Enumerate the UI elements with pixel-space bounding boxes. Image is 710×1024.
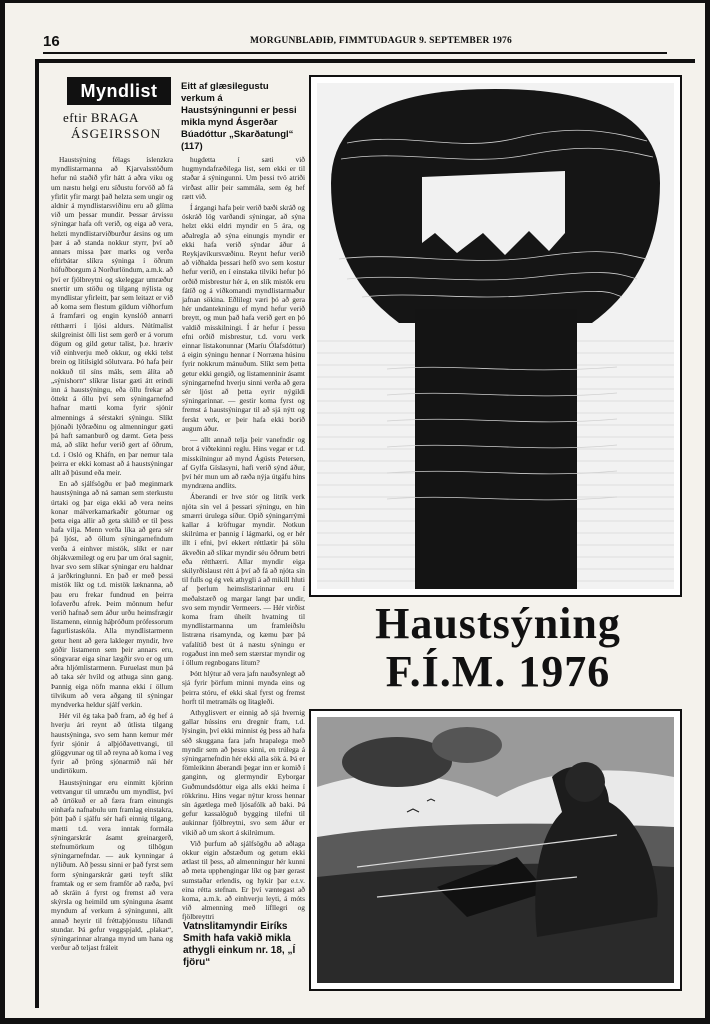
headline-line-2: F.Í.M. 1976 (385, 647, 611, 696)
paragraph: — allt annað telja þeir vanefndir og brot á viðtekinni reglu. Hins vegar er t.d. misskilningur að mynd Ágústs Petersen, af Gylfa Gíslasyni, hafi verið sýnd áður, því hér mun um að ræða nýja útgáfu hins myndræna andlits. (182, 435, 305, 491)
newspaper-page (5, 3, 705, 1018)
article-column-1 (51, 155, 173, 955)
paragraph: Haustsýning félags íslenzkra myndlistarmanna að Kjarvalsstöðum hefur nú staðið yfir hátt á aðra viku og um næstu helgi eru síðustu forvöð að fá yfirlit yfir margt það helzta sem ungir og aldnir á myndlistarsviðinu eru að glíma við um þessar mundir. Þessar árvissu sýningar hafa oft verið, og eiga að vera, helzti myndlistarviðburður ársins og um þær á að standa nokkur styrr, því að annars missa þær marks og verða eftirbátar slíkra sýninga í öðrum höfuðborgum á Norðurlöndum, a.m.k. að því er fjölbreytni og skeleggar umræður snertir um stöðu og tilgang nýlista og myndlistar yfirleitt, þar sem leitazt er við að koma sem flestum gildum viðhorfum á framfæri og engin kynslóð annarri rétthærri í ljósi aldurs. Nútímalist skilgreinist ölli list sem gerð er á vorum dögum og gild getur talist, þ.e. hræriv við einhverju með okkur, og ekki telst brein og lítilsigld sölutvara. Þó hafa þeir nokkuð til síns máls, sem álíta að „sýnishorn“ slíkrar listar gæti átt erindi inn á haustsýningu, eða öllu frekar að öttekt á öllu því sem sýningarnefnd hafnar mætti koma fyrir sjónir almennings á sérstakri sýningu. Slíkt þjónaði lýðræðinu og almenningur gæti þá haft samanburð og dæmt. Geta þess má, að slíkt hefur verið gert af öðrum, t.d. í Osló og Kháfn, en þar nemur tala þeirra er ekki komast að á haustsýningar allt að þúsund eða meir. (51, 155, 173, 477)
top-image-caption: Eitt af glæsilegustu verkum á Haustsýningunni er þessi mikla mynd Ásgerðar Búadóttur „Skarðatungl“ (117) (181, 81, 297, 152)
paragraph: Hér vil ég taka það fram, að ég hef á hverju ári reynt að útlista tilgang haustsýninga, svo sem hann kemur mér fyrir sjónir á alþjóðavettvangi, til glöggvunar og til að reyna að koma í veg fyrir að þröng sjónarmið nái hér undirtökum. (51, 711, 173, 776)
dateline: MORGUNBLAÐIÐ, FIMMTUDAGUR 9. SEPTEMBER 1976 (250, 36, 512, 46)
byline-line-1: eftir BRAGA (63, 110, 139, 125)
paragraph: hugdetta í sæti við hugmyndafræðilega list, sem ekki er til staðar á sýningunni. Um þessi tvö atriði virðast allir þeir sammála, sem ég hef rætt við. (182, 155, 305, 201)
header-rule (43, 52, 667, 54)
paragraph: Þótt hlýtur að vera jafn nauðsynlegt að sjá fyrir þörfum minni mynda eins og þeirra stóru, ef ekki skal fyrst og fremst horft til metramáls og litagleði. (182, 669, 305, 706)
watercolor-artwork-image (317, 717, 674, 983)
paragraph: En að sjálfsögðu er það meginmark haustsýninga að ná saman sem sterkustu úrtaki og þar eiga ekki að vera neins konar málverkamarkaðir göturnar og þetta eiga allir að geta skilið er til þess hafa vilja. Menn verða líka að gera sér þá ljóst, að öllum sýningarnefndum verða á einhver mistök, slíkt er nær óhjákvæmilegt og eru þar um óral sagnir, hvar svo sem slíkar sýningar eru haldnar á jarðkringlunni. En það er með þessi mistök líkt og t.d. mistök læknanna, að þau eru frekar fundnud en þeirra lofaverðu afrek. Þeim mönnum hefur verið hafnað sem áður urðu heimsfrægir listamenn, einnig háþróðum prófessorum fagurlistaskóla. Alla myndlistarmenn getur hent að gera lakleger myndir, hve góðir listamenn sem þeir annars eru, söngvarar eiga sínar lægðir svo er og um aðra hljómlistarmenn. Furuelast mun þá að taka sér hvíld og athuga sinn gang. Þannig eiga nöfn manna ekki í öllum tilvikum að vera aðgang til sýningar myndverka heldur sjálf verkin. (51, 479, 173, 709)
page-number: 16 (43, 33, 60, 50)
article-border-top (35, 59, 695, 63)
article-column-2 (182, 155, 305, 922)
paragraph: Við þurfum að sjálfsögðu að aðlaga okkur eigin aðstæðum og getum ekki ætlast til þess, að almenningur hér kunni að meta upphengingar líkt og þær gerast sumstaðar erlendis, og hykir þar e.t.v. eina rétta stefnan. Er því væntegast að koma, a.m.k. að einhverju leyti, á móts við almenning með lífllegri og fjölbreyttri (182, 838, 305, 922)
weaving-artwork-image (317, 83, 674, 589)
byline-line-2: ÁSGEIRSSON (71, 126, 162, 141)
paragraph: Haustsýningar eru einmitt kjörinn vettvangur til umræðu um myndlist, því að úrtökuð er að færa fram einungis einhæfa nafnabulu um framlag einstakra, þótt það í sjálfu sér hafi einnig tilgang, mætti t.d. vera inntak formála sýningarskrár ásamt greinargerð, stefnumörkum og tilhögun sýningarnefndar. — auk kynningar á nýliðum. Að þessu sinni er það fyrst sem form sýningarskrár gæti teyft slíkt framtak og er sem framför að ræða, því að skráin á fyrst og fremst að vera skýrsla og heimild um sýninguna ásamt myndum af verkum á sýningunni, allt annað heyrir til fréttaþjónustu líðandi stundar. Þá gefur veggspjald, „plakat“, sýningarinnar alranga mynd um hana og verður að teljast fráleit (51, 777, 173, 953)
paragraph: Athyglisvert er einnig að sjá hvernig gallar hússins eru dregnir fram, t.d. lýsingin, því ekki minnist ég þess að hafa séð skuggana fara jafn hrapalega með myndir sem að þessu sinni, en trúlega á sýningarnefndin hér ekki alla sök á. Þá er fömleikinn áberandi þegar inn er komið í ganginn, og glermyndir Eyborgar Guðmundsdóttur eiga alls ekki heima í rökkrinu. Hins vegar nýtur kross hennar sín ágætlega með ljósafólk að baki. Þá gefur kassalöguð bygging tilefni til aukinnar fjölbreytni, svo sem áður er vikið að um skort á skilrúmum. (182, 707, 305, 837)
artwork-photo-i-fjoru (309, 709, 682, 991)
bottom-image-caption: Vatnslitamyndir Eiríks Smith hafa vakið mikla athygli einkum nr. 18, „Í fjöru“ (183, 921, 296, 968)
headline-line-1: Haustsýning (375, 599, 621, 648)
paragraph: Áberandi er hve stór og litrík verk njóta sín vel á þessari sýningu, en hin smærri úrulega síður. Opið sýningarrými kallar á kröftugar myndir. Notkun skilrúma er þannig í lágmarki, og er hér illt í efni, því ekkert réttlætir þá sölu ákveðin að slíkar myndir séu öðrum betri eða rétthærri. Allar myndir eiga skilyrðislaust rétt á því að fá að njóta sín til fulls og ég vek athygli á að mikill hluti af þerlum heimslistarinnar eru í meðalstærð og margar langt þar undir, svo sem myndir Vermeers. — Hér virðist koma fram úheilt hvatning til myndlistarmanna um framleiðslu listræna risamynda, og kæmu þær þá vafalítið best út á næstu sýningu er rogaðust inn með sem stærstar myndir og í öllum regnbogans litum? (182, 492, 305, 667)
article-border-left (35, 59, 39, 1008)
artwork-photo-skardatungl (309, 75, 682, 597)
paragraph: Í árgangi hafa þeir verið bæði skráð og óskráð lög varðandi sýningar, að sýna helzt ekki eldri myndir en 5 ára, og aðalregla að sýna einungis myndir er ekki hafa verið sýndar áður á Reykjavíkursvæðinu. Reynt hefur verið að viðhalda þessari hefð svo sem kostur hefur verið, en í einstaka tilviki hefur þó orðið misbrestur hér á, en slík mistök eru fátíð og á viðkomandi myndlistarmaður jafnan sökina. Eðlilegt væri þó að gera hér undantekningu ef mynd hefur verið breytt, og mun það hafa verið gert en þó valdið misskilningi. Í ár hefur í þessu efni orðið misbrestur, t.d. voru verk einnar listakonunnar (Maríu Ólafsdóttur) á eigin sýningu hennar í Norræna húsinu fyrir nokkrum mánuðum. Slíkt sem þetta getur ekki gengið, og listamenninir ásamt sýningarnefnd hverju sinni verða að gera sér ljóst að þetta eyrir nýgildi sýningarinnar. — gestir koma fyrst og fremst á haustsýningar til að sjá nýtt og ferskt verk, er þeir hafa ekki borið augum áður. (182, 203, 305, 433)
headline (308, 600, 688, 696)
section-kicker: Myndlist (67, 77, 171, 105)
